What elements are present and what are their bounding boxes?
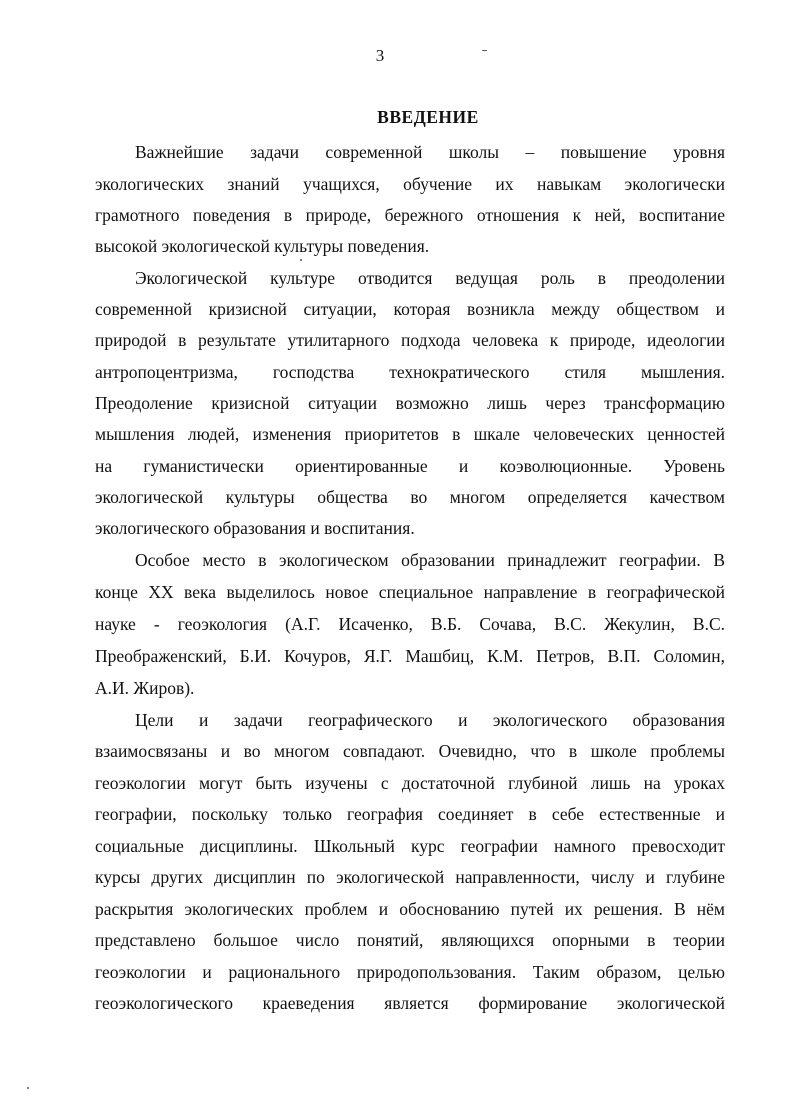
text-line: экологической культуры общества во многом определяется качеством [95,487,725,507]
text-line: экологического образования и воспитания. [95,518,415,538]
scan-mark [482,50,487,51]
text-line: мышления людей, изменения приоритетов в шкале человеческих ценностей [95,424,725,444]
text-line: географии, поскольку только география соединяет в себе естественные и [95,804,725,824]
text-line: раскрытия экологических проблем и обоснованию путей их решения. В нём [95,899,725,919]
text-line: Преображенский, Б.И. Кочуров, Я.Г. Машбиц, К.М. Петров, В.П. Соломин, [95,646,725,666]
text-line: взаимосвязаны и во многом совпадают. Очевидно, что в школе проблемы [95,741,725,761]
text-line: конце XX века выделилось новое специальное направление в географической [95,582,725,602]
text-line: высокой экологической культуры поведения. [95,236,430,256]
text-line: на гуманистически ориентированные и коэволюционные. Уровень [95,456,725,476]
text-line: представлено большое число понятий, являющихся опорными в теории [95,930,725,950]
text-line: Важнейшие задачи современной школы – повышение уровня [135,142,725,162]
section-heading: ВВЕДЕНИЕ [377,107,479,127]
text-line: Особое место в экологическом образовании принадлежит географии. В [135,550,725,570]
text-line: геоэкологии могут быть изучены с достаточной глубиной лишь на уроках [95,773,725,793]
text-line: геоэкологии и рационального природопользования. Таким образом, целью [95,962,725,982]
text-line: геоэкологического краеведения является формирование экологической [95,993,725,1013]
scan-mark [27,1087,29,1089]
text-line: Экологической культуре отводится ведущая роль в преодолении [135,268,725,288]
text-line: грамотного поведения в природе, бережного отношения к ней, воспитание [95,205,725,225]
text-line: Цели и задачи географического и экологического образования [135,710,725,730]
text-line: социальные дисциплины. Школьный курс географии намного превосходит [95,836,725,856]
text-line: Преодоление кризисной ситуации возможно лишь через трансформацию [95,393,725,413]
page-number: 3 [375,46,385,65]
scan-mark [300,259,302,261]
text-line: экологических знаний учащихся, обучение их навыкам экологически [95,174,725,194]
text-line: А.И. Жиров). [95,678,195,698]
text-line: курсы других дисциплин по экологической направленности, числу и глубине [95,867,725,887]
text-line: науке - геоэкология (А.Г. Исаченко, В.Б. Сочава, В.С. Жекулин, В.С. [95,614,725,634]
text-line: антропоцентризма, господства технократического стиля мышления. [95,362,725,382]
text-line: природой в результате утилитарного подхода человека к природе, идеологии [95,330,725,350]
text-line: современной кризисной ситуации, которая возникла между обществом и [95,299,725,319]
